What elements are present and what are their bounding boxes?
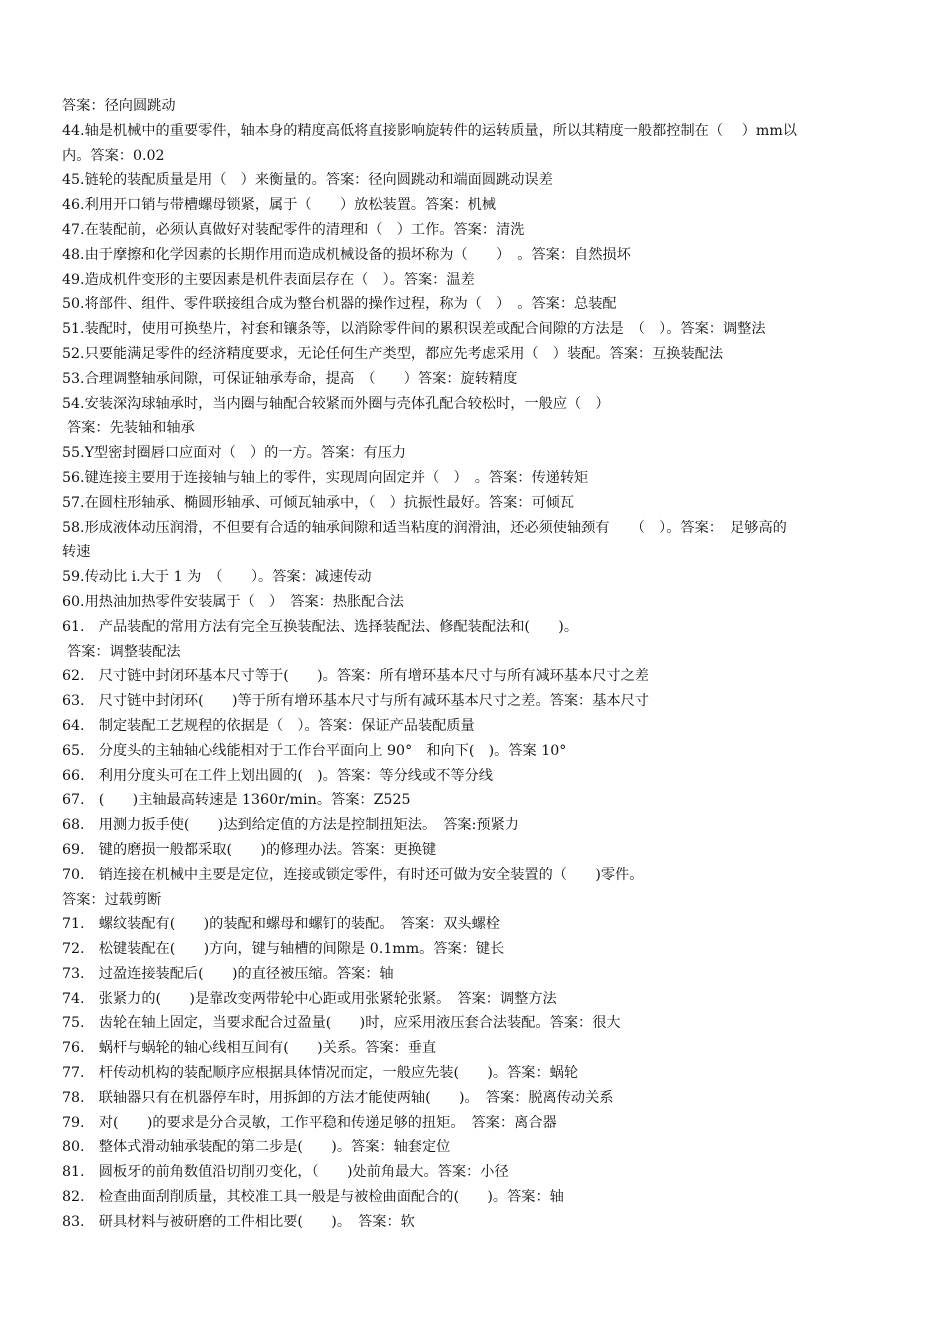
text-line: 81. 圆板牙的前角数值沿切削刃变化，（ )处前角最大。答案：小径 — [62, 1164, 509, 1181]
text-line: 67. ( )主轴最高转速是 1360r/min。答案：Z525 — [62, 792, 411, 809]
text-line: 49.造成机件变形的主要因素是机件表面层存在（ ）。答案：温差 — [62, 271, 475, 288]
text-line: 54.安装深沟球轴承时，当内圈与轴配合较紧而外圈与壳体孔配合较松时，一般应（ ） — [62, 395, 610, 412]
text-line: 73. 过盈连接装配后( )的直径被压缩。答案：轴 — [62, 965, 394, 982]
text-line: 55.Y型密封圈唇口应面对（ ）的一方。答案：有压力 — [62, 445, 407, 462]
text-line: 56.键连接主要用于连接轴与轴上的零件，实现周向固定并（ ） 。答案：传递转矩 — [62, 469, 589, 486]
text-line: 83. 研具材料与被研磨的工件相比要( )。 答案：软 — [62, 1213, 415, 1230]
text-line: 61. 产品装配的常用方法有完全互换装配法、选择装配法、修配装配法和( )。 — [62, 618, 579, 635]
text-line: 内。答案：0.02 — [62, 147, 165, 164]
text-line: 44.轴是机械中的重要零件，轴本身的精度高低将直接影响旋转件的运转质量，所以其精度一般都控制在（ ）mm以 — [62, 122, 797, 139]
text-line: 64. 制定装配工艺规程的依据是（ ）。答案：保证产品装配质量 — [62, 717, 475, 734]
text-line: 75. 齿轮在轴上固定，当要求配合过盈量( )时，应采用液压套合法装配。答案：很大 — [62, 1015, 621, 1032]
text-line: 70. 销连接在机械中主要是定位，连接或锁定零件，有时还可做为安全装置的（ )零件。 — [62, 866, 644, 883]
text-line: 53.合理调整轴承间隙，可保证轴承寿命，提高 （ ）答案：旋转精度 — [62, 370, 518, 387]
text-line: 答案：过载剪断 — [62, 891, 162, 908]
text-line: 转速 — [62, 544, 91, 561]
text-line: 47.在装配前，必须认真做好对装配零件的清理和（ ）工作。答案：清洗 — [62, 221, 525, 238]
text-line: 77. 杆传动机构的装配顺序应根据具体情况而定，一般应先装( )。答案：蜗轮 — [62, 1065, 579, 1082]
text-line: 78. 联轴器只有在机器停车时，用拆卸的方法才能使两轴( )。 答案：脱离传动关系 — [62, 1089, 614, 1106]
text-line: 60.用热油加热零件安装属于（ ） 答案：热胀配合法 — [62, 593, 404, 610]
text-line: 82. 检查曲面刮削质量，其校准工具一般是与被检曲面配合的( )。答案：轴 — [62, 1189, 564, 1206]
text-line: 65. 分度头的主轴轴心线能相对于工作台平面向上 90° 和向下( )。答案 10° — [62, 742, 567, 759]
text-line: 答案：径向圆跳动 — [62, 98, 176, 114]
text-line: 63. 尺寸链中封闭环( )等于所有增环基本尺寸与所有减环基本尺寸之差。答案：基本尺寸 — [62, 693, 649, 710]
text-line: 71. 螺纹装配有( )的装配和螺母和螺钉的装配。 答案：双头螺栓 — [62, 916, 500, 933]
text-line: 79. 对( )的要求是分合灵敏，工作平稳和传递足够的扭矩。 答案：离合器 — [62, 1114, 557, 1131]
text-line: 59.传动比 i.大于 1 为 （ ）。答案：减速传动 — [62, 569, 372, 586]
text-line: 69. 键的磨损一般都采取( )的修理办法。答案：更换键 — [62, 841, 437, 858]
text-line: 48.由于摩擦和化学因素的长期作用而造成机械设备的损坏称为（ ） 。答案：自然损坏 — [62, 246, 631, 263]
text-line: 62. 尺寸链中封闭环基本尺寸等于( )。答案：所有增环基本尺寸与所有减环基本尺寸之差 — [62, 668, 649, 685]
document-page — [62, 94, 894, 1235]
text-line: 80. 整体式滑动轴承装配的第二步是( )。答案：轴套定位 — [62, 1139, 451, 1156]
text-line: 58.形成液体动压润滑，不但要有合适的轴承间隙和适当粘度的润滑油，还必须使轴颈有 （ ）。答案： 足够高的 — [62, 519, 787, 536]
text-line: 52.只要能满足零件的经济精度要求，无论任何生产类型，都应先考虑采用（ ）装配。答案：互换装配法 — [62, 345, 724, 362]
text-line: 答案：调整装配法 — [67, 643, 181, 660]
text-line: 66. 利用分度头可在工件上划出圆的( )。答案：等分线或不等分线 — [62, 767, 493, 784]
text-line: 答案：先装轴和轴承 — [67, 420, 195, 437]
text-line: 76. 蜗杆与蜗轮的轴心线相互间有( )关系。答案：垂直 — [62, 1040, 437, 1057]
text-line: 57.在圆柱形轴承、椭圆形轴承、可倾瓦轴承中，（ ）抗振性最好。答案：可倾瓦 — [62, 494, 575, 511]
text-line: 50.将部件、组件、零件联接组合成为整台机器的操作过程，称为（ ） 。答案：总装配 — [62, 296, 617, 313]
text-line: 51.装配时，使用可换垫片，衬套和镶条等，以消除零件间的累积误差或配合间隙的方法是 （ ）。答案：调整法 — [62, 321, 766, 338]
text-line: 45.链轮的装配质量是用（ ）来衡量的。答案：径向圆跳动和端面圆跳动误差 — [62, 172, 553, 189]
text-line: 46.利用开口销与带槽螺母锁紧，属于（ ）放松装置。答案：机械 — [62, 197, 497, 214]
text-line: 74. 张紧力的( )是靠改变两带轮中心距或用张紧轮张紧。 答案：调整方法 — [62, 990, 557, 1007]
text-line: 68. 用测力扳手使( )达到给定值的方法是控制扭矩法。 答案:预紧力 — [62, 817, 519, 834]
text-line: 72. 松键装配在( )方向，键与轴槽的间隙是 0.1mm。答案：键长 — [62, 941, 505, 958]
